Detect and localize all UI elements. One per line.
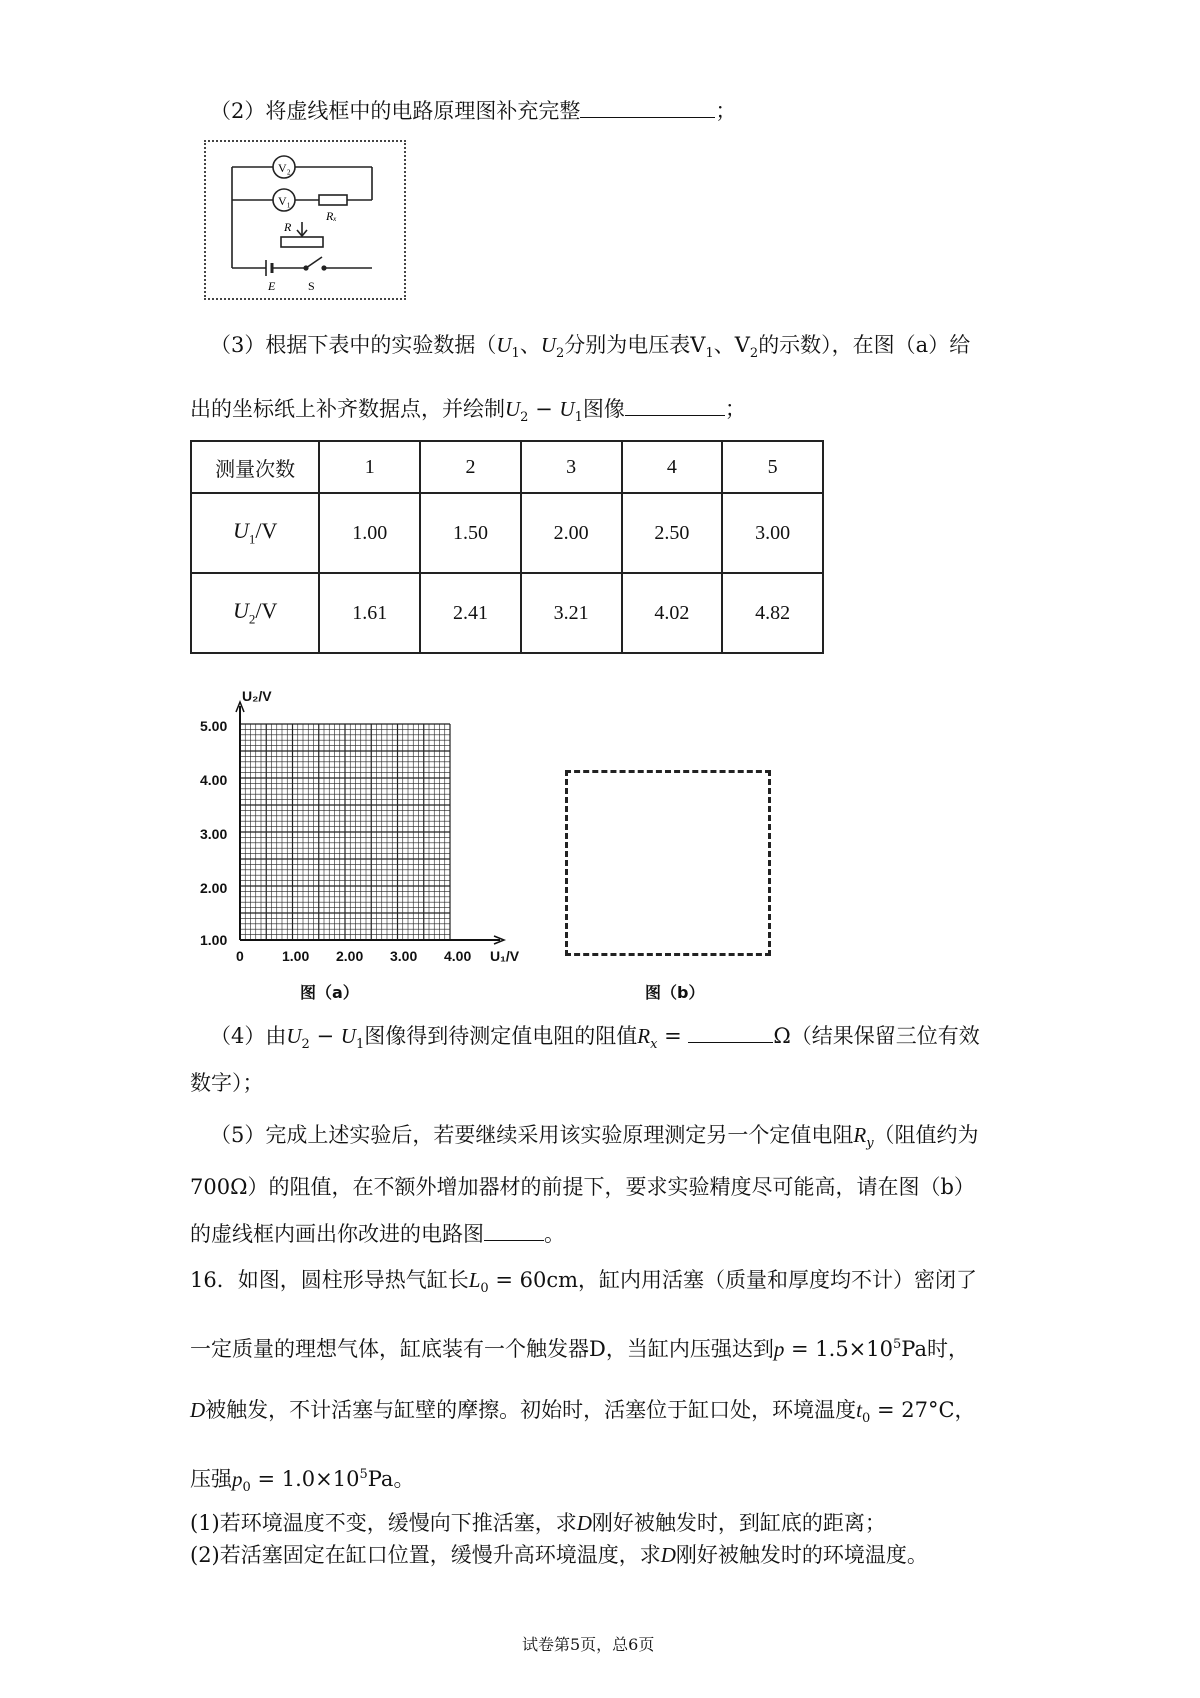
graph-b-caption: 图（b）: [645, 983, 705, 1002]
table-cell: 1.61: [319, 573, 420, 653]
y-tick: 2.00: [200, 880, 228, 896]
q4-line2: 数字）；: [190, 1071, 264, 1095]
q3-line1: （3）根据下表中的实验数据（$U_1$、$U_2$分别为电压表$V_1$、$V_2$的示数），在图（a）给: [210, 333, 971, 362]
y-tick: 1.00: [200, 932, 228, 948]
x-axis-label: U₁/V: [490, 948, 520, 964]
table-cell: 1.50: [420, 493, 521, 573]
page-footer: 试卷第5页，总6页: [522, 1635, 655, 1654]
x-tick: 0: [236, 948, 244, 964]
table-cell: 4.02: [622, 573, 723, 653]
v2-label: V₂: [278, 161, 291, 175]
table-cell: 1.00: [319, 493, 420, 573]
q5-line3: 的虚线框内画出你改进的电路图 。: [190, 1218, 565, 1249]
q16-line1: 16．如图，圆柱形导热气缸长$L_0 = 60cm$，缸内用活塞（质量和厚度均不计）密闭了: [190, 1268, 978, 1297]
table-cell: 2.00: [521, 493, 622, 573]
table-cell: 3.21: [521, 573, 622, 653]
q16-line2: 一定质量的理想气体，缸底装有一个触发器D，当缸内压强达到$p = 1.5\times 10^5Pa$时，: [190, 1337, 970, 1361]
row-label-u1: $U_1/V$: [191, 493, 319, 573]
table-row: [191, 573, 823, 653]
y-tick: 3.00: [200, 826, 228, 842]
table-row: [191, 493, 823, 573]
table-header-cell: 4: [622, 441, 723, 493]
graph-a-grid: [200, 692, 540, 972]
v1-label: V₁: [278, 194, 291, 208]
data-table: [190, 440, 824, 654]
y-axis-label: U₂/V: [242, 688, 272, 704]
graph-a: [200, 688, 540, 972]
table-cell: 4.82: [722, 573, 823, 653]
table-cell: 2.41: [420, 573, 521, 653]
r-label: R: [284, 220, 292, 234]
table-cell: 2.50: [622, 493, 723, 573]
table-header-row: [191, 441, 823, 493]
graph-b-box: [565, 770, 771, 956]
q16-sub1: (1)若环境温度不变，缓慢向下推活塞，求D刚好被触发时，到缸底的距离；: [190, 1511, 886, 1535]
x-tick: 4.00: [444, 948, 472, 964]
circuit-diagram: [206, 142, 404, 298]
table-header-cell: 3: [521, 441, 622, 493]
x-tick: 2.00: [336, 948, 364, 964]
x-tick: 1.00: [282, 948, 310, 964]
q2-text: （2）将虚线框中的电路原理图补充完整 ；: [210, 95, 736, 126]
row-label-u2: $U_2/V$: [191, 573, 319, 653]
q16-line4: 压强$p_0 = 1.0\times 10^5Pa$。: [190, 1467, 415, 1496]
y-tick: 5.00: [200, 718, 228, 734]
graph-a-caption: 图（a）: [300, 983, 359, 1002]
q3-line2: 出的坐标纸上补齐数据点，并绘制$U_2 - U_1$图像 ；: [190, 393, 746, 433]
q5-line1: （5）完成上述实验后，若要继续采用该实验原理测定另一个定值电阻$R_y$（阻值约为: [210, 1123, 979, 1152]
table-header-cell: 2: [420, 441, 521, 493]
y-tick: 4.00: [200, 772, 228, 788]
q4-line1: （4）由$U_2 - U_1$图像得到待测定值电阻的阻值$R_x = \Omega$（结果保留三位有效: [210, 1020, 980, 1060]
q16-line3: D被触发，不计活塞与缸壁的摩擦。初始时，活塞位于缸口处，环境温度$t_0 = 27^\circ C$，: [190, 1398, 976, 1427]
table-header-cell: 5: [722, 441, 823, 493]
q5-line2: 700Ω）的阻值，在不额外增加器材的前提下，要求实验精度尽可能高，请在图（b）: [190, 1175, 975, 1199]
table-cell: 3.00: [722, 493, 823, 573]
circuit-diagram-box: [204, 140, 406, 300]
table-header-cell: 测量次数: [191, 441, 319, 493]
q16-sub2: (2)若活塞固定在缸口位置，缓慢升高环境温度，求D刚好被触发时的环境温度。: [190, 1543, 928, 1567]
e-label: E: [268, 279, 276, 293]
table-header-cell: 1: [319, 441, 420, 493]
s-label: S: [308, 279, 315, 293]
x-tick: 3.00: [390, 948, 418, 964]
rx-label: Rₓ: [326, 209, 337, 223]
